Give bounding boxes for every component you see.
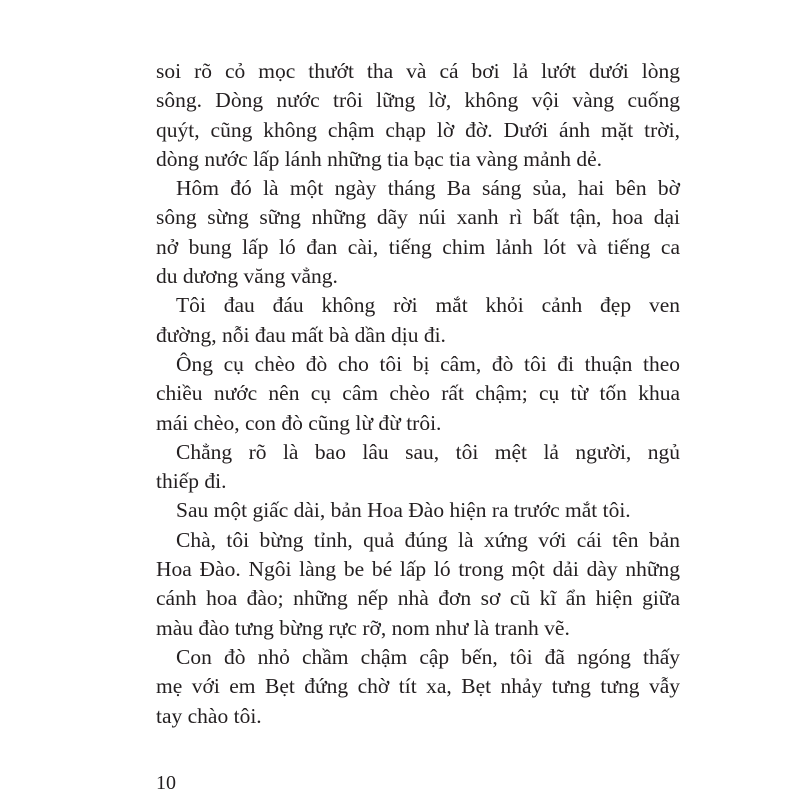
text-line: soi rõ cỏ mọc thướt tha và cá bơi lả lướt dưới lòng [156, 59, 680, 83]
page-body-text [156, 57, 680, 731]
text-line: mẹ với em Bẹt đứng chờ tít xa, Bẹt nhảy tưng tưng vẫy [156, 674, 680, 699]
paragraph [156, 526, 680, 643]
paragraph [156, 350, 680, 438]
page-number: 10 [156, 772, 176, 794]
text-line: Ông cụ chèo đò cho tôi bị câm, đò tôi đi thuận theo [176, 351, 680, 376]
text-line: mái chèo, con đò cũng lừ đừ trôi. [156, 410, 442, 435]
text-line: màu đào tưng bừng rực rỡ, nom như là tranh vẽ. [156, 615, 570, 640]
paragraph [156, 291, 680, 350]
text-line: Chẳng rõ là bao lâu sau, tôi mệt lả người, ngủ [176, 439, 680, 464]
text-line: Con đò nhỏ chầm chậm cập bến, tôi đã ngóng thấy [176, 644, 680, 669]
text-line: Chà, tôi bừng tỉnh, quả đúng là xứng với cái tên bản [176, 527, 680, 552]
paragraph [156, 174, 680, 291]
text-line: sông sừng sững những dãy núi xanh rì bất tận, hoa dại [156, 205, 680, 230]
text-line: nở bung lấp ló đan cài, tiếng chim lảnh lót và tiếng ca [156, 234, 680, 259]
text-line: chiều nước nên cụ câm chèo rất chậm; cụ từ tốn khua [156, 381, 680, 406]
text-line: du dương văng vẳng. [156, 264, 338, 289]
text-line: thiếp đi. [156, 469, 227, 494]
paragraph [156, 496, 680, 525]
paragraph [156, 57, 680, 174]
paragraph [156, 643, 680, 731]
text-line: tay chào tôi. [156, 703, 262, 728]
text-line: Tôi đau đáu không rời mắt khỏi cảnh đẹp ven [176, 293, 680, 318]
text-line: đường, nỗi đau mất bà dần dịu đi. [156, 322, 446, 347]
paragraph [156, 438, 680, 497]
text-line: quýt, cũng không chậm chạp lờ đờ. Dưới ánh mặt trời, [156, 117, 680, 142]
text-line: dòng nước lấp lánh những tia bạc tia vàng mảnh dẻ. [156, 146, 603, 171]
text-line: cánh hoa đào; những nếp nhà đơn sơ cũ kĩ ẩn hiện giữa [156, 586, 680, 611]
text-line: Hoa Đào. Ngôi làng be bé lấp ló trong một dải dày những [156, 557, 680, 582]
text-line: sông. Dòng nước trôi lững lờ, không vội vàng cuống [156, 88, 680, 113]
text-line: Sau một giấc dài, bản Hoa Đào hiện ra trước mắt tôi. [176, 498, 631, 523]
text-line: Hôm đó là một ngày tháng Ba sáng sủa, hai bên bờ [176, 176, 680, 201]
